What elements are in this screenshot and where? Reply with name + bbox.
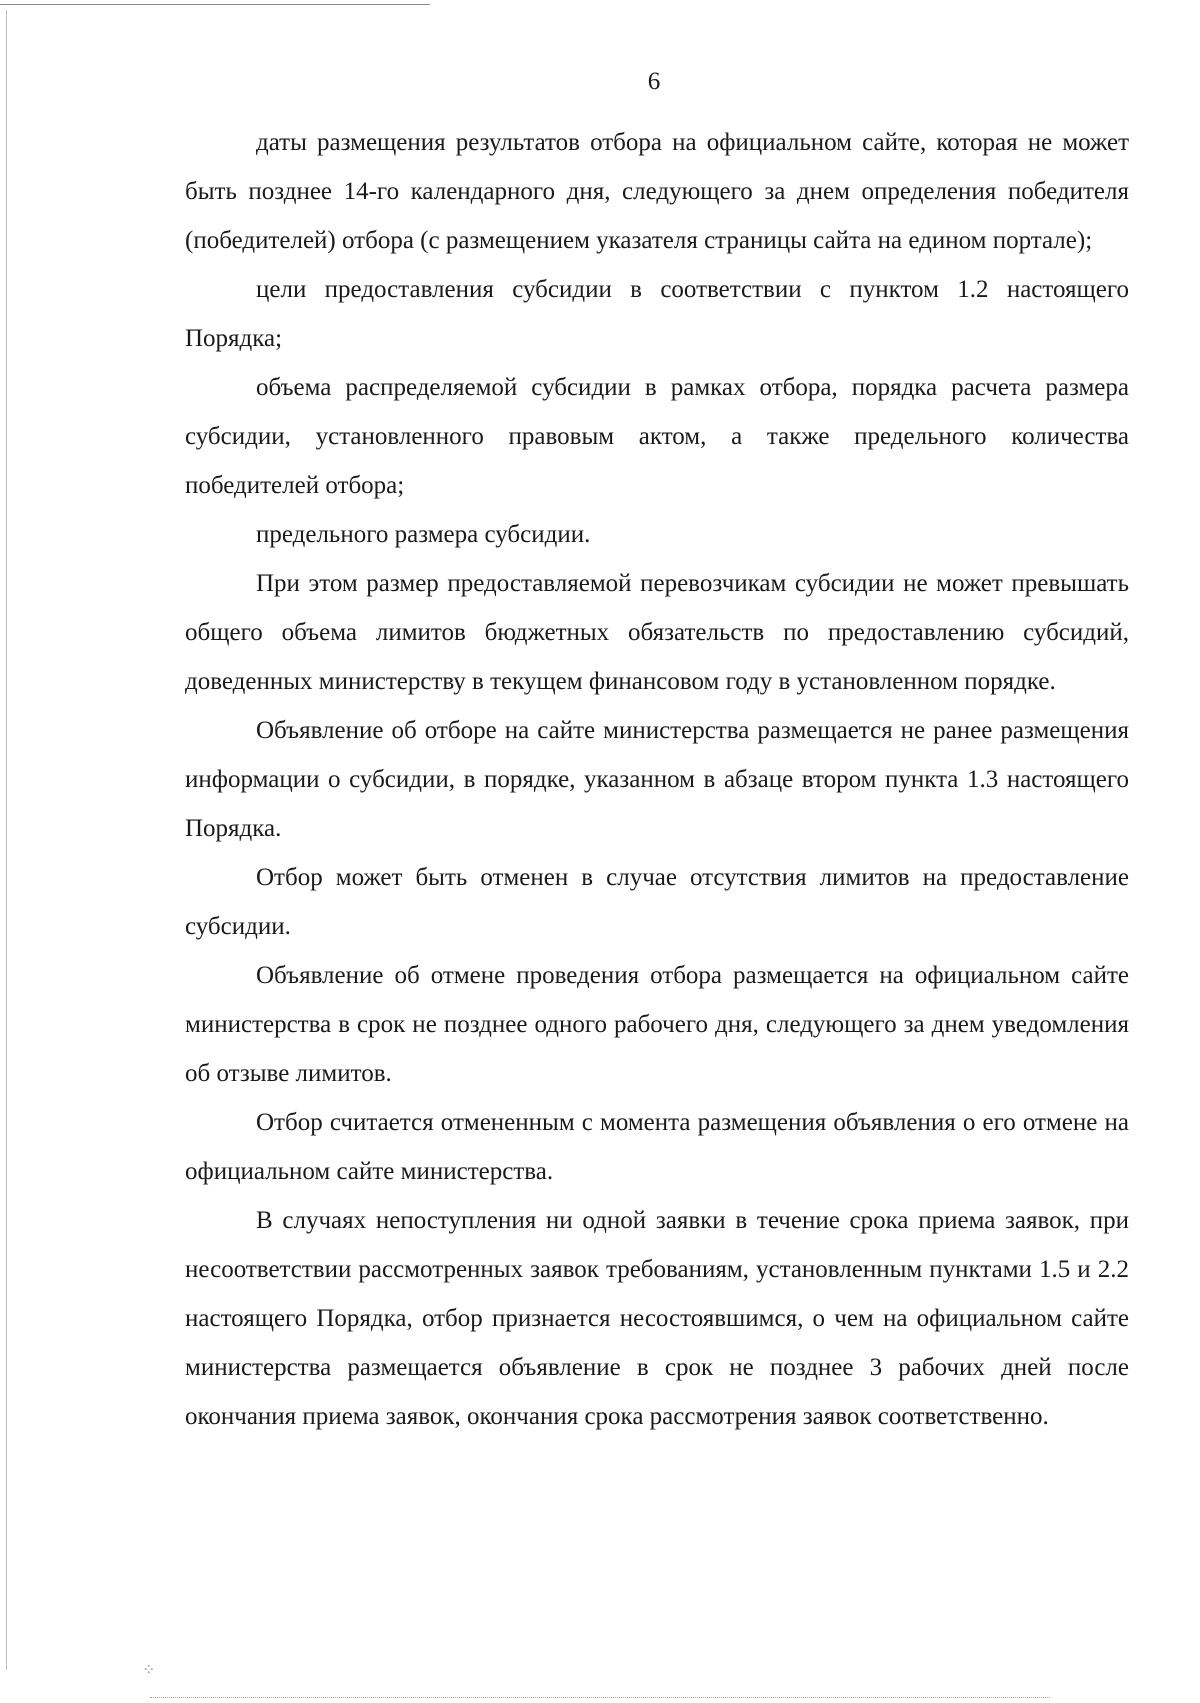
paragraph-subsidy-cap: При этом размер предоставляемой перевозчикам субсидии не может превышать общего объема лимитов бюджетных обязательств по предоставлению субсидий, доведенных министерству в текущем финансовом году в установленном порядке. <box>185 570 1129 695</box>
scan-edge-top <box>0 4 430 5</box>
paragraph-announcement: Объявление об отборе на сайте министерства размещается не ранее размещения информации о субсидии, в порядке, указанном в абзаце втором пункта 1.3 настоящего Порядка. <box>185 717 1129 842</box>
paragraph-subsidy-goals: цели предоставления субсидии в соответствии с пунктом 1.2 настоящего Порядка; <box>185 276 1129 352</box>
scan-artifact-mark: ⁘ <box>142 1660 157 1679</box>
paragraph-cancellation-effect: Отбор считается отмененным с момента размещения объявления о его отмене на официальном сайте министерства. <box>185 1109 1129 1185</box>
paragraph-results-date: даты размещения результатов отбора на официальном сайте, которая не может быть позднее 14-го календарного дня, следующего за днем определения победителя (победителей) отбора (с размещением указателя страницы сайта на едином портале); <box>185 129 1129 254</box>
paragraph-subsidy-limit: предельного размера субсидии. <box>256 521 591 548</box>
page-number: 6 <box>647 68 661 95</box>
scan-edge-left <box>6 10 7 1670</box>
document-body <box>185 118 1129 1441</box>
paragraph-cancellation-notice: Объявление об отмене проведения отбора размещается на официальном сайте министерства в срок не позднее одного рабочего дня, следующего за днем уведомления об отзыве лимитов. <box>185 962 1129 1087</box>
paragraph-failed-selection: В случаях непоступления ни одной заявки в течение срока приема заявок, при несоответствии рассмотренных заявок требованиям, установленным пунктами 1.5 и 2.2 настоящего Порядка, отбор признается несостоявшимся, о чем на официальном сайте министерства размещается объявление в срок не позднее 3 рабочих дней после окончания приема заявок, окончания срока рассмотрения заявок соответственно. <box>185 1207 1129 1430</box>
paragraph-subsidy-volume: объема распределяемой субсидии в рамках отбора, порядка расчета размера субсидии, установленного правовым актом, а также предельного количества победителей отбора; <box>185 374 1129 499</box>
scan-edge-bottom <box>150 1697 1050 1698</box>
paragraph-cancellation: Отбор может быть отменен в случае отсутствия лимитов на предоставление субсидии. <box>185 864 1129 940</box>
